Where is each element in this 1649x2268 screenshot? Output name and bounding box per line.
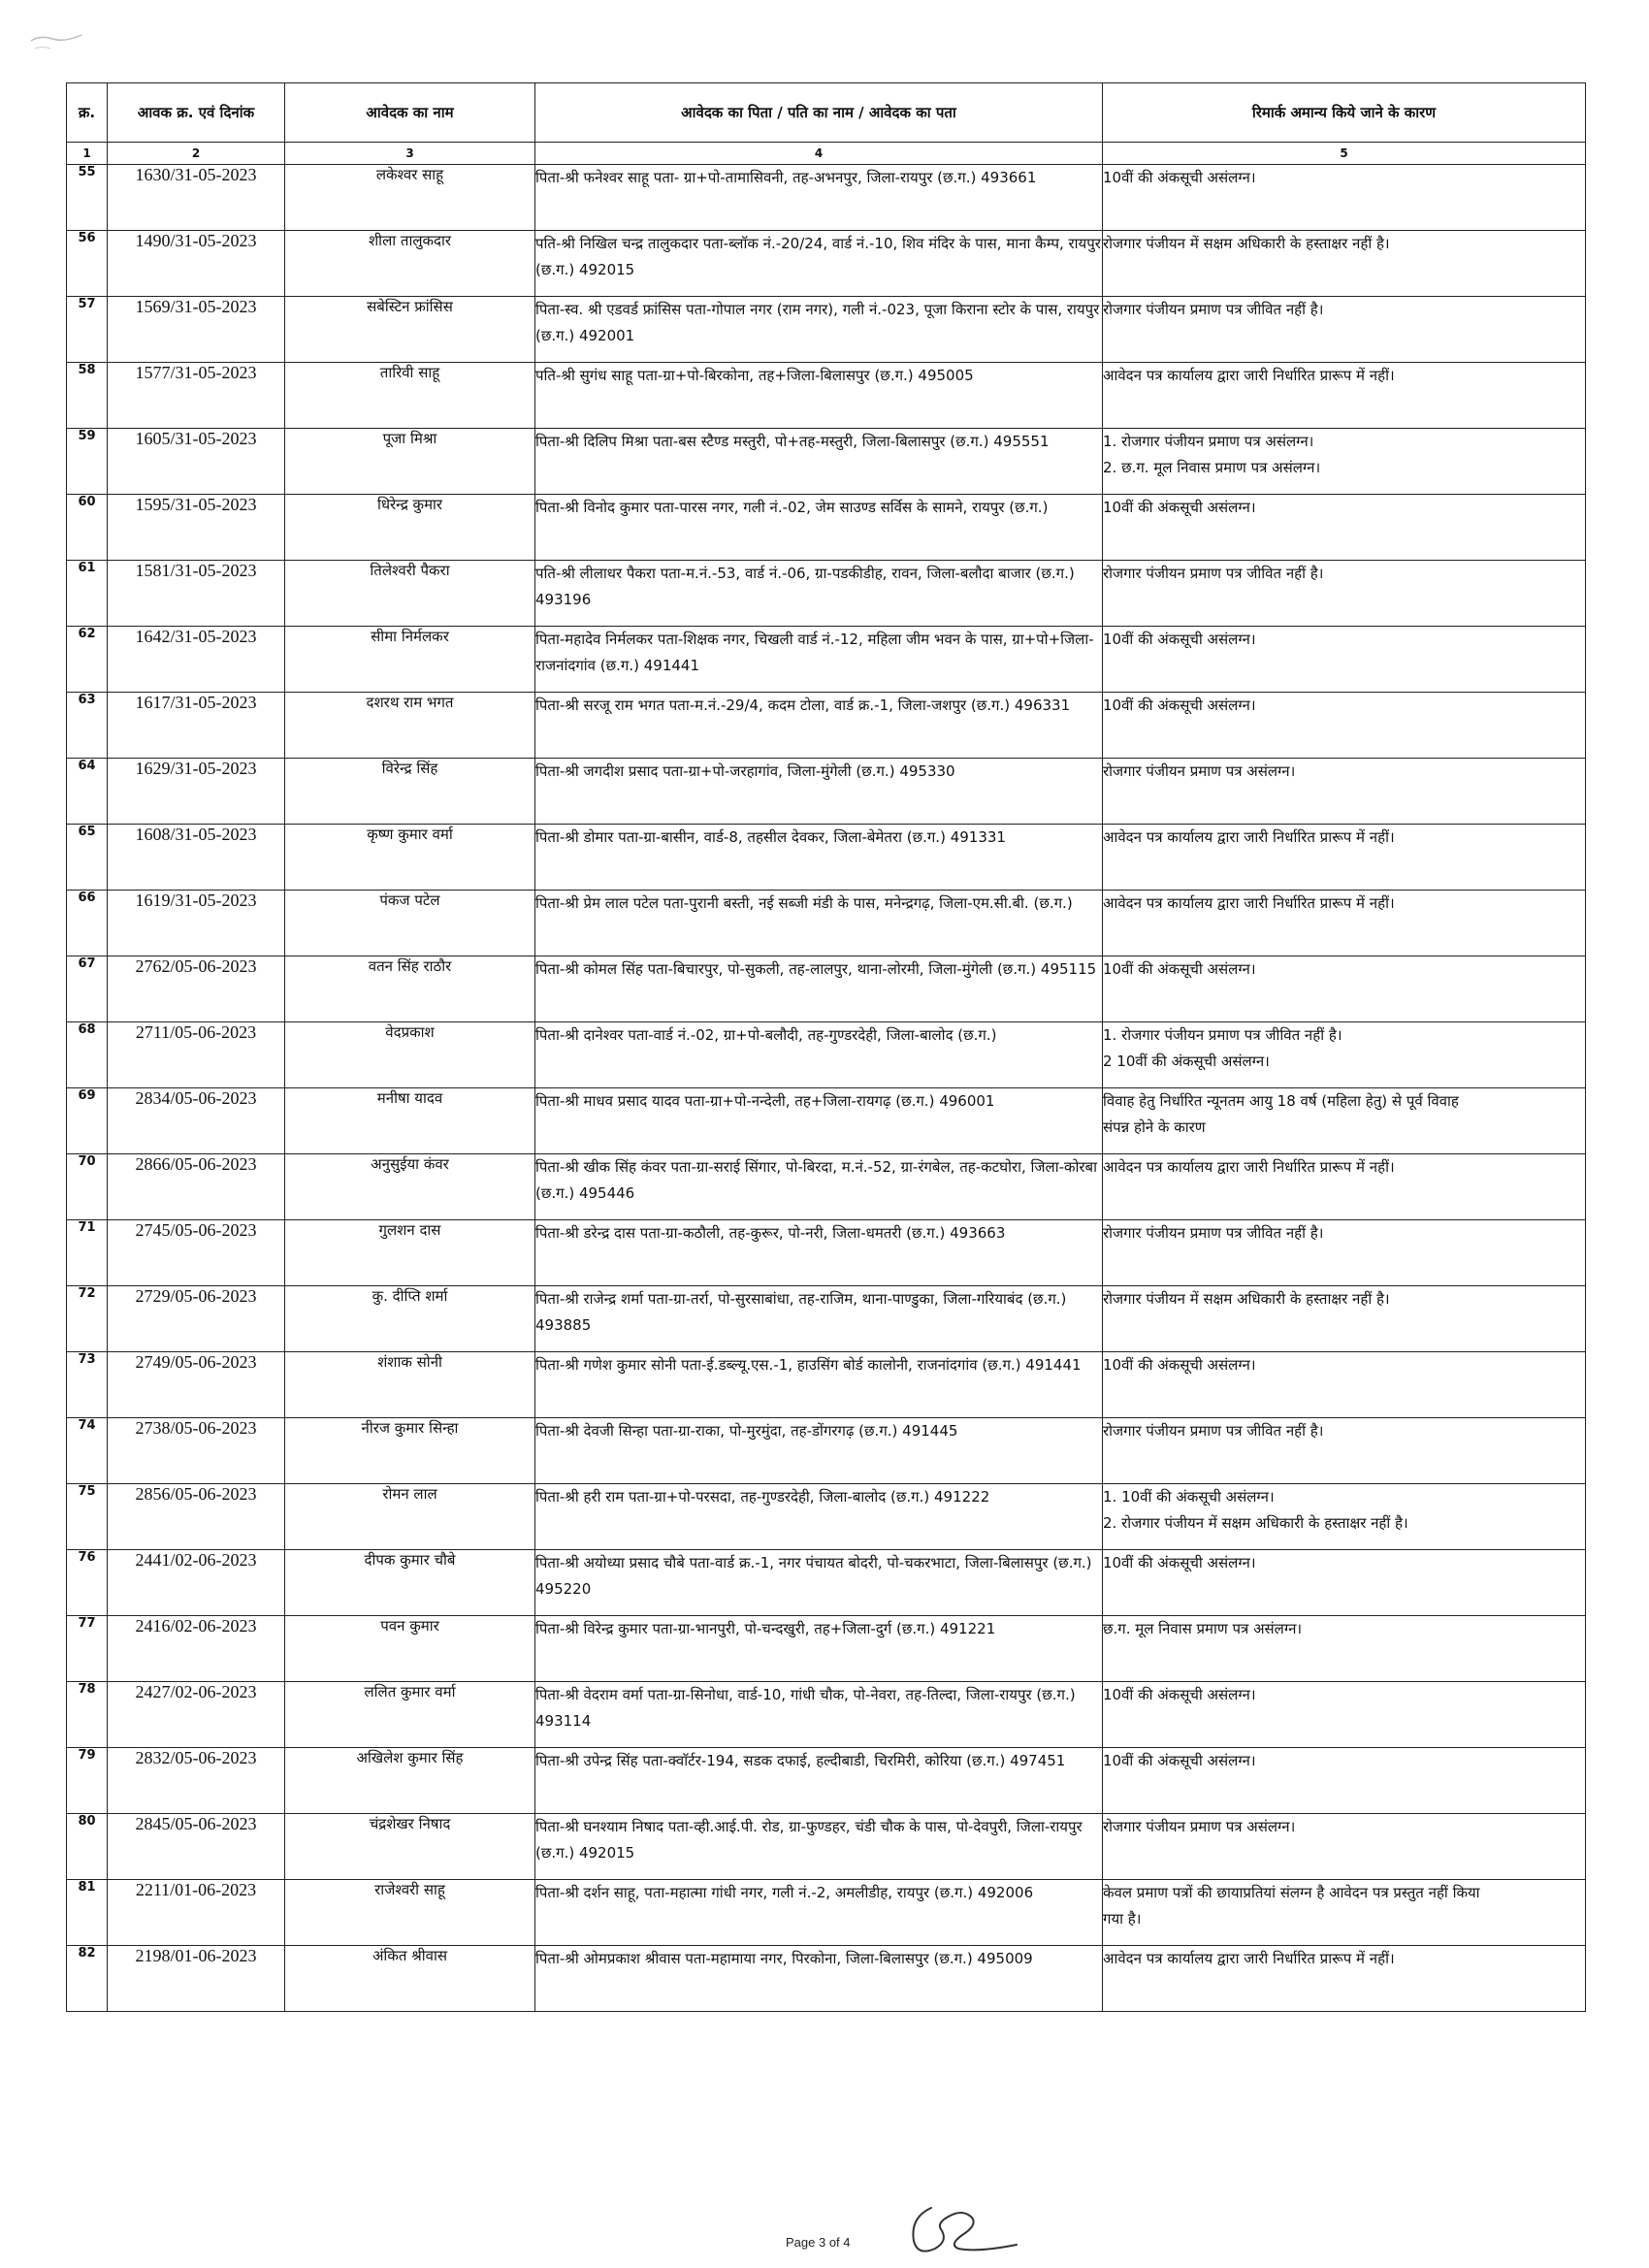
parent-name-address: पिता-श्री वेदराम वर्मा पता-ग्रा-सिनोधा, वार्ड-10, गांधी चौक, पो-नेवरा, तह-तिल्दा, जिला-रायपुर (छ.ग.) 493114 [535, 1682, 1103, 1748]
header-applicant-name: आवेदक का नाम [285, 83, 535, 143]
table-row [67, 1616, 1586, 1682]
remark-line: संपन्न होने के कारण [1103, 1118, 1206, 1136]
table-row [67, 693, 1586, 759]
applicant-name: चंद्रशेखर निषाद [285, 1814, 535, 1880]
inward-number-date: 1642/31-05-2023 [108, 627, 285, 693]
applicant-name: सबेस्टिन फ्रांसिस [285, 297, 535, 363]
rejection-remark [1103, 693, 1586, 759]
applicant-name: पवन कुमार [285, 1616, 535, 1682]
header-serial: क्र. [67, 83, 108, 143]
applicant-name: राजेश्वरी साहू [285, 1880, 535, 1946]
table-row [67, 1220, 1586, 1286]
serial-number: 65 [67, 825, 108, 891]
parent-name-address: पिता-श्री डोमार पता-ग्रा-बासीन, वार्ड-8, तहसील देवकर, जिला-बेमेतरा (छ.ग.) 491331 [535, 825, 1103, 891]
remark-line: रोजगार पंजीयन में सक्षम अधिकारी के हस्ताक्षर नहीं है। [1103, 1290, 1390, 1308]
applicant-name: ललित कुमार वर्मा [285, 1682, 535, 1748]
column-number: 2 [108, 143, 285, 165]
rejection-remark [1103, 495, 1586, 561]
remark-line: 10वीं की अंकसूची असंलग्न। [1103, 960, 1256, 978]
table-row [67, 1748, 1586, 1814]
parent-name-address: पिता-श्री गणेश कुमार सोनी पता-ई.डब्ल्यू.एस.-1, हाउसिंग बोर्ड कालोनी, राजनांदगांव (छ.ग.) 491441 [535, 1352, 1103, 1418]
remark-line: 10वीं की अंकसूची असंलग्न। [1103, 1554, 1256, 1571]
rejection-remark [1103, 165, 1586, 231]
serial-number: 57 [67, 297, 108, 363]
parent-name-address: पिता-श्री डरेन्द्र दास पता-ग्रा-कठौली, तह-कुरूर, पो-नरी, जिला-धमतरी (छ.ग.) 493663 [535, 1220, 1103, 1286]
remark-line: 10वीं की अंकसूची असंलग्न। [1103, 499, 1256, 516]
remark-line: 1. रोजगार पंजीयन प्रमाण पत्र जीवित नहीं है। [1103, 1026, 1342, 1044]
table-row [67, 1022, 1586, 1088]
column-number: 4 [535, 143, 1103, 165]
inward-number-date: 2845/05-06-2023 [108, 1814, 285, 1880]
rejection-remark [1103, 561, 1586, 627]
table-row [67, 1418, 1586, 1484]
inward-number-date: 2749/05-06-2023 [108, 1352, 285, 1418]
inward-number-date: 1629/31-05-2023 [108, 759, 285, 825]
rejection-remark [1103, 1748, 1586, 1814]
applicant-name: अखिलेश कुमार सिंह [285, 1748, 535, 1814]
table-header-row [67, 83, 1586, 143]
remark-line: केवल प्रमाण पत्रों की छायाप्रतियां संलग्न है आवेदन पत्र प्रस्तुत नहीं किया [1103, 1884, 1480, 1901]
rejection-remark [1103, 1220, 1586, 1286]
parent-name-address: पिता-श्री घनश्याम निषाद पता-व्ही.आई.पी. रोड, ग्रा-फुण्डहर, चंडी चौक के पास, पो-देवपुरी, जिला-रायपुर (छ.ग.) 492015 [535, 1814, 1103, 1880]
rejection-remark [1103, 363, 1586, 429]
parent-name-address: पिता-श्री ओमप्रकाश श्रीवास पता-महामाया नगर, पिरकोना, जिला-बिलासपुर (छ.ग.) 495009 [535, 1946, 1103, 2012]
rejection-remark [1103, 1484, 1586, 1550]
table-row [67, 1814, 1586, 1880]
rejection-remark [1103, 297, 1586, 363]
remark-line: 2. रोजगार पंजीयन में सक्षम अधिकारी के हस्ताक्षर नहीं है। [1103, 1514, 1408, 1532]
parent-name-address: पिता-श्री विनोद कुमार पता-पारस नगर, गली नं.-02, जेम साउण्ड सर्विस के सामने, रायपुर (छ.ग.) [535, 495, 1103, 561]
table-row [67, 1286, 1586, 1352]
column-number: 3 [285, 143, 535, 165]
applicant-name: शीला तालुकदार [285, 231, 535, 297]
rejection-remark [1103, 891, 1586, 956]
remark-line: छ.ग. मूल निवास प्रमाण पत्र असंलग्न। [1103, 1620, 1303, 1637]
table-row [67, 1352, 1586, 1418]
remark-line: 2. छ.ग. मूल निवास प्रमाण पत्र असंलग्न। [1103, 459, 1321, 476]
inward-number-date: 2762/05-06-2023 [108, 956, 285, 1022]
rejection-remark [1103, 1022, 1586, 1088]
serial-number: 70 [67, 1154, 108, 1220]
column-number-row [67, 143, 1586, 165]
inward-number-date: 2832/05-06-2023 [108, 1748, 285, 1814]
table-row [67, 297, 1586, 363]
applicant-name: लकेश्वर साहू [285, 165, 535, 231]
table-row [67, 561, 1586, 627]
remark-line: 10वीं की अंकसूची असंलग्न। [1103, 169, 1256, 186]
table-row [67, 1682, 1586, 1748]
parent-name-address: पिता-श्री राजेन्द्र शर्मा पता-ग्रा-तर्रा, पो-सुरसाबांधा, तह-राजिम, थाना-पाण्डुका, जिला-गरियाबंद (छ.ग.) 493885 [535, 1286, 1103, 1352]
column-number: 1 [67, 143, 108, 165]
inward-number-date: 1595/31-05-2023 [108, 495, 285, 561]
header-parent-address: आवेदक का पिता / पति का नाम / आवेदक का पता [535, 83, 1103, 143]
remark-line: रोजगार पंजीयन प्रमाण पत्र जीवित नहीं है। [1103, 1422, 1324, 1440]
parent-name-address: पिता-श्री दर्शन साहू, पता-महात्मा गांधी नगर, गली नं.-2, अमलीडीह, रायपुर (छ.ग.) 492006 [535, 1880, 1103, 1946]
rejection-list-page [66, 82, 1585, 2012]
rejection-remark [1103, 231, 1586, 297]
serial-number: 68 [67, 1022, 108, 1088]
rejection-remark [1103, 1550, 1586, 1616]
table-row [67, 1946, 1586, 2012]
parent-name-address: पति-श्री सुगंध साहू पता-ग्रा+पो-बिरकोना, तह+जिला-बिलासपुर (छ.ग.) 495005 [535, 363, 1103, 429]
remark-line: रोजगार पंजीयन प्रमाण पत्र जीवित नहीं है। [1103, 1224, 1324, 1242]
applicant-name: मनीषा यादव [285, 1088, 535, 1154]
inward-number-date: 2711/05-06-2023 [108, 1022, 285, 1088]
table-row [67, 231, 1586, 297]
header-rejection-remark: रिमार्क अमान्य किये जाने के कारण [1103, 83, 1586, 143]
rejection-remark [1103, 1880, 1586, 1946]
applicant-name: पंकज पटेल [285, 891, 535, 956]
table-row [67, 825, 1586, 891]
parent-name-address: पिता-श्री कोमल सिंह पता-बिचारपुर, पो-सुकली, तह-लालपुर, थाना-लोरमी, जिला-मुंगेली (छ.ग.) 495115 [535, 956, 1103, 1022]
rejection-remark [1103, 627, 1586, 693]
serial-number: 60 [67, 495, 108, 561]
applicant-name: कु. दीप्ति शर्मा [285, 1286, 535, 1352]
inward-number-date: 1569/31-05-2023 [108, 297, 285, 363]
parent-name-address: पिता-श्री दानेश्वर पता-वार्ड नं.-02, ग्रा+पो-बलौदी, तह-गुण्डरदेही, जिला-बालोद (छ.ग.) [535, 1022, 1103, 1088]
applicant-name: गुलशन दास [285, 1220, 535, 1286]
rejection-remark [1103, 1418, 1586, 1484]
rejection-remark [1103, 429, 1586, 495]
officer-signature [892, 2188, 1048, 2266]
remark-line: 10वीं की अंकसूची असंलग्न। [1103, 1686, 1256, 1703]
remark-line: 10वीं की अंकसूची असंलग्न। [1103, 1752, 1256, 1769]
parent-name-address: पिता-श्री दिलिप मिश्रा पता-बस स्टैण्ड मस्तुरी, पो+तह-मस्तुरी, जिला-बिलासपुर (छ.ग.) 495551 [535, 429, 1103, 495]
applicant-name: वतन सिंह राठौर [285, 956, 535, 1022]
table-body [67, 165, 1586, 2012]
column-number: 5 [1103, 143, 1586, 165]
inward-number-date: 2866/05-06-2023 [108, 1154, 285, 1220]
table-row [67, 1484, 1586, 1550]
parent-name-address: पिता-स्व. श्री एडवर्ड फ्रांसिस पता-गोपाल नगर (राम नगर), गली नं.-023, पूजा किराना स्टोर के पास, रायपुर (छ.ग.) 492001 [535, 297, 1103, 363]
remark-line: 2 10वीं की अंकसूची असंलग्न। [1103, 1053, 1270, 1070]
table-row [67, 363, 1586, 429]
serial-number: 66 [67, 891, 108, 956]
rejection-remark [1103, 1682, 1586, 1748]
remark-line: गया है। [1103, 1910, 1142, 1928]
parent-name-address: पिता-श्री उपेन्द्र सिंह पता-क्वाॅर्टर-194, सडक दफाई, हल्दीबाडी, चिरमिरी, कोरिया (छ.ग.) 497451 [535, 1748, 1103, 1814]
rejection-remark [1103, 825, 1586, 891]
remark-line: रोजगार पंजीयन प्रमाण पत्र असंलग्न। [1103, 1818, 1296, 1835]
serial-number: 59 [67, 429, 108, 495]
rejection-remark [1103, 759, 1586, 825]
inward-number-date: 2427/02-06-2023 [108, 1682, 285, 1748]
inward-number-date: 2198/01-06-2023 [108, 1946, 285, 2012]
applicant-name: अंकित श्रीवास [285, 1946, 535, 2012]
table-row [67, 1154, 1586, 1220]
serial-number: 72 [67, 1286, 108, 1352]
parent-name-address: पिता-श्री जगदीश प्रसाद पता-ग्रा+पो-जरहागांव, जिला-मुंगेली (छ.ग.) 495330 [535, 759, 1103, 825]
inward-number-date: 1619/31-05-2023 [108, 891, 285, 956]
inward-number-date: 1608/31-05-2023 [108, 825, 285, 891]
serial-number: 74 [67, 1418, 108, 1484]
remark-line: 10वीं की अंकसूची असंलग्न। [1103, 1356, 1256, 1374]
serial-number: 63 [67, 693, 108, 759]
scan-mark [27, 19, 95, 58]
rejection-remark [1103, 1352, 1586, 1418]
applicant-name: शंशाक सोनी [285, 1352, 535, 1418]
serial-number: 78 [67, 1682, 108, 1748]
rejection-remark [1103, 1814, 1586, 1880]
parent-name-address: पिता-श्री देवजी सिन्हा पता-ग्रा-राका, पो-मुरमुंदा, तह-डोंगरगढ़ (छ.ग.) 491445 [535, 1418, 1103, 1484]
serial-number: 81 [67, 1880, 108, 1946]
applicant-name: सीमा निर्मलकर [285, 627, 535, 693]
inward-number-date: 1577/31-05-2023 [108, 363, 285, 429]
serial-number: 67 [67, 956, 108, 1022]
table-row [67, 495, 1586, 561]
remark-line: 1. 10वीं की अंकसूची असंलग्न। [1103, 1488, 1275, 1506]
remark-line: 1. रोजगार पंजीयन प्रमाण पत्र असंलग्न। [1103, 433, 1314, 450]
remark-line: रोजगार पंजीयन में सक्षम अधिकारी के हस्ताक्षर नहीं है। [1103, 235, 1390, 252]
table-row [67, 759, 1586, 825]
applicant-name: कृष्ण कुमार वर्मा [285, 825, 535, 891]
inward-number-date: 1581/31-05-2023 [108, 561, 285, 627]
serial-number: 77 [67, 1616, 108, 1682]
serial-number: 82 [67, 1946, 108, 2012]
rejected-applicants-table [66, 82, 1586, 2012]
table-row [67, 1880, 1586, 1946]
serial-number: 73 [67, 1352, 108, 1418]
inward-number-date: 1630/31-05-2023 [108, 165, 285, 231]
applicant-name: तारिवी साहू [285, 363, 535, 429]
parent-name-address: पिता-श्री फनेश्वर साहू पता- ग्रा+पो-तामासिवनी, तह-अभनपुर, जिला-रायपुर (छ.ग.) 493661 [535, 165, 1103, 231]
applicant-name: पूजा मिश्रा [285, 429, 535, 495]
applicant-name: धिरेन्द्र कुमार [285, 495, 535, 561]
remark-line: आवेदन पत्र कार्यालय द्वारा जारी निर्धारित प्रारूप में नहीं। [1103, 367, 1395, 384]
applicant-name: रोमन लाल [285, 1484, 535, 1550]
inward-number-date: 2441/02-06-2023 [108, 1550, 285, 1616]
applicant-name: अनुसुईया कंवर [285, 1154, 535, 1220]
serial-number: 69 [67, 1088, 108, 1154]
serial-number: 64 [67, 759, 108, 825]
serial-number: 58 [67, 363, 108, 429]
inward-number-date: 2834/05-06-2023 [108, 1088, 285, 1154]
table-row [67, 956, 1586, 1022]
remark-line: 10वीं की अंकसूची असंलग्न। [1103, 631, 1256, 648]
applicant-name: दशरथ राम भगत [285, 693, 535, 759]
rejection-remark [1103, 1286, 1586, 1352]
parent-name-address: पिता-श्री सरजू राम भगत पता-म.नं.-29/4, कदम टोला, वार्ड क्र.-1, जिला-जशपुर (छ.ग.) 496331 [535, 693, 1103, 759]
applicant-name: तिलेश्वरी पैकरा [285, 561, 535, 627]
inward-number-date: 2738/05-06-2023 [108, 1418, 285, 1484]
rejection-remark [1103, 1946, 1586, 2012]
applicant-name: वेदप्रकाश [285, 1022, 535, 1088]
header-inward-no-date: आवक क्र. एवं दिनांक [108, 83, 285, 143]
remark-line: विवाह हेतु निर्धारित न्यूनतम आयु 18 वर्ष (महिला हेतु) से पूर्व विवाह [1103, 1092, 1459, 1110]
parent-name-address: पति-श्री निखिल चन्द्र तालुकदार पता-ब्लॉक नं.-20/24, वार्ड नं.-10, शिव मंदिर के पास, माना कैम्प, रायपुर (छ.ग.) 492015 [535, 231, 1103, 297]
table-row [67, 627, 1586, 693]
parent-name-address: पिता-श्री अयोध्या प्रसाद चौबे पता-वार्ड क्र.-1, नगर पंचायत बोदरी, पो-चकरभाटा, जिला-बिलासपुर (छ.ग.) 495220 [535, 1550, 1103, 1616]
serial-number: 56 [67, 231, 108, 297]
applicant-name: नीरज कुमार सिन्हा [285, 1418, 535, 1484]
remark-line: आवेदन पत्र कार्यालय द्वारा जारी निर्धारित प्रारूप में नहीं। [1103, 828, 1395, 846]
inward-number-date: 2211/01-06-2023 [108, 1880, 285, 1946]
parent-name-address: पिता-श्री प्रेम लाल पटेल पता-पुरानी बस्ती, नई सब्जी मंडी के पास, मनेन्द्रगढ़, जिला-एम.सी.बी. (छ.ग.) [535, 891, 1103, 956]
applicant-name: दीपक कुमार चौबे [285, 1550, 535, 1616]
inward-number-date: 2745/05-06-2023 [108, 1220, 285, 1286]
rejection-remark [1103, 956, 1586, 1022]
inward-number-date: 1490/31-05-2023 [108, 231, 285, 297]
serial-number: 61 [67, 561, 108, 627]
parent-name-address: पति-श्री लीलाधर पैकरा पता-म.नं.-53, वार्ड नं.-06, ग्रा-पडकीडीह, रावन, जिला-बलौदा बाजार (छ.ग.) 493196 [535, 561, 1103, 627]
table-row [67, 891, 1586, 956]
parent-name-address: पिता-श्री खीक सिंह कंवर पता-ग्रा-सराई सिंगार, पो-बिरदा, म.नं.-52, ग्रा-रंगबेल, तह-कटघोरा, जिला-कोरबा (छ.ग.) 495446 [535, 1154, 1103, 1220]
serial-number: 80 [67, 1814, 108, 1880]
parent-name-address: पिता-श्री विरेन्द्र कुमार पता-ग्रा-भानपुरी, पो-चन्दखुरी, तह+जिला-दुर्ग (छ.ग.) 491221 [535, 1616, 1103, 1682]
parent-name-address: पिता-श्री हरी राम पता-ग्रा+पो-परसदा, तह-गुण्डरदेही, जिला-बालोद (छ.ग.) 491222 [535, 1484, 1103, 1550]
page-number: Page 3 of 4 [786, 2235, 851, 2250]
serial-number: 62 [67, 627, 108, 693]
table-row [67, 165, 1586, 231]
serial-number: 76 [67, 1550, 108, 1616]
parent-name-address: पिता-महादेव निर्मलकर पता-शिक्षक नगर, चिखली वार्ड नं.-12, महिला जीम भवन के पास, ग्रा+पो+जिला-राजनांदगांव (छ.ग.) 491441 [535, 627, 1103, 693]
serial-number: 75 [67, 1484, 108, 1550]
applicant-name: विरेन्द्र सिंह [285, 759, 535, 825]
inward-number-date: 2729/05-06-2023 [108, 1286, 285, 1352]
remark-line: 10वीं की अंकसूची असंलग्न। [1103, 697, 1256, 714]
inward-number-date: 2856/05-06-2023 [108, 1484, 285, 1550]
remark-line: आवेदन पत्र कार्यालय द्वारा जारी निर्धारित प्रारूप में नहीं। [1103, 1158, 1395, 1176]
inward-number-date: 1617/31-05-2023 [108, 693, 285, 759]
remark-line: रोजगार पंजीयन प्रमाण पत्र जीवित नहीं है। [1103, 301, 1324, 318]
remark-line: आवेदन पत्र कार्यालय द्वारा जारी निर्धारित प्रारूप में नहीं। [1103, 894, 1395, 912]
remark-line: रोजगार पंजीयन प्रमाण पत्र असंलग्न। [1103, 762, 1296, 780]
inward-number-date: 2416/02-06-2023 [108, 1616, 285, 1682]
rejection-remark [1103, 1088, 1586, 1154]
serial-number: 71 [67, 1220, 108, 1286]
rejection-remark [1103, 1616, 1586, 1682]
serial-number: 79 [67, 1748, 108, 1814]
remark-line: रोजगार पंजीयन प्रमाण पत्र जीवित नहीं है। [1103, 565, 1324, 582]
serial-number: 55 [67, 165, 108, 231]
parent-name-address: पिता-श्री माधव प्रसाद यादव पता-ग्रा+पो-नन्देली, तह+जिला-रायगढ़ (छ.ग.) 496001 [535, 1088, 1103, 1154]
table-row [67, 429, 1586, 495]
inward-number-date: 1605/31-05-2023 [108, 429, 285, 495]
table-row [67, 1550, 1586, 1616]
rejection-remark [1103, 1154, 1586, 1220]
remark-line: आवेदन पत्र कार्यालय द्वारा जारी निर्धारित प्रारूप में नहीं। [1103, 1950, 1395, 1967]
table-row [67, 1088, 1586, 1154]
